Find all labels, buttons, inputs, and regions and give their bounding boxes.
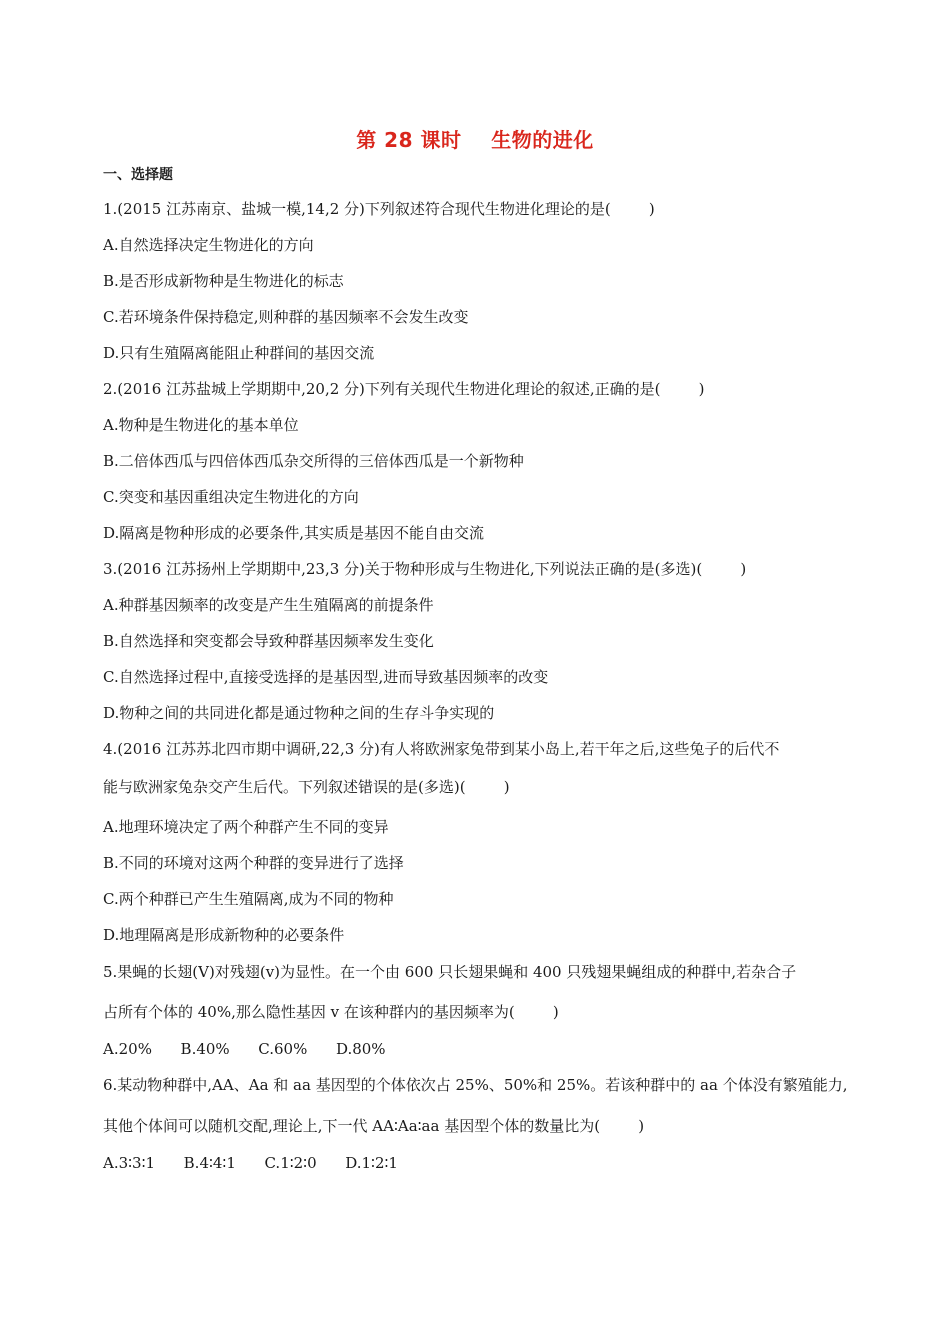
question-4-option-b: B.不同的环境对这两个种群的变异进行了选择 — [103, 854, 404, 872]
section-heading: 一、选择题 — [103, 167, 173, 183]
question-1-option-b: B.是否形成新物种是生物进化的标志 — [103, 272, 344, 290]
question-4-stem-line-1: 4.(2016 江苏苏北四市期中调研,22,3 分)有人将欧洲家兔带到某小岛上,若干年之后,这些兔子的后代不 — [103, 740, 780, 758]
question-3-option-c: C.自然选择过程中,直接受选择的是基因型,进而导致基因频率的改变 — [103, 668, 549, 686]
question-3-option-b: B.自然选择和突变都会导致种群基因频率发生变化 — [103, 632, 434, 650]
page-title: 第 28 课时 生物的进化 — [356, 128, 594, 152]
question-6-stem-line-1: 6.某动物种群中,AA、Aa 和 aa 基因型的个体依次占 25%、50%和 25%。若该种群中的 aa 个体没有繁殖能力, — [103, 1076, 848, 1094]
question-1-option-a: A.自然选择决定生物进化的方向 — [103, 236, 314, 254]
question-3-option-a: A.种群基因频率的改变是产生生殖隔离的前提条件 — [103, 596, 434, 614]
question-2-option-b: B.二倍体西瓜与四倍体西瓜杂交所得的三倍体西瓜是一个新物种 — [103, 452, 524, 470]
question-5-stem-line-2: 占所有个体的 40%,那么隐性基因 v 在该种群内的基因频率为( ) — [103, 1003, 559, 1021]
question-6-stem-line-2: 其他个体间可以随机交配,理论上,下一代 AA∶Aa∶aa 基因型个体的数量比为( ) — [103, 1117, 645, 1135]
question-2-option-a: A.物种是生物进化的基本单位 — [103, 416, 299, 434]
question-2-stem: 2.(2016 江苏盐城上学期期中,20,2 分)下列有关现代生物进化理论的叙述,正确的是( ) — [103, 380, 705, 398]
question-4-option-a: A.地理环境决定了两个种群产生不同的变异 — [103, 818, 389, 836]
question-1-stem: 1.(2015 江苏南京、盐城一模,14,2 分)下列叙述符合现代生物进化理论的是( ) — [103, 200, 655, 218]
question-4-stem-line-2: 能与欧洲家兔杂交产生后代。下列叙述错误的是(多选)( ) — [103, 778, 510, 796]
question-4-option-c: C.两个种群已产生生殖隔离,成为不同的物种 — [103, 890, 394, 908]
question-5-options: A.20% B.40% C.60% D.80% — [103, 1040, 386, 1058]
question-5-stem-line-1: 5.果蝇的长翅(V)对残翅(v)为显性。在一个由 600 只长翅果蝇和 400 只残翅果蝇组成的种群中,若杂合子 — [103, 963, 797, 981]
question-4-option-d: D.地理隔离是形成新物种的必要条件 — [103, 926, 345, 944]
question-2-option-c: C.突变和基因重组决定生物进化的方向 — [103, 488, 359, 506]
question-3-option-d: D.物种之间的共同进化都是通过物种之间的生存斗争实现的 — [103, 704, 495, 722]
question-2-option-d: D.隔离是物种形成的必要条件,其实质是基因不能自由交流 — [103, 524, 485, 542]
question-3-stem: 3.(2016 江苏扬州上学期期中,23,3 分)关于物种形成与生物进化,下列说法正确的是(多选)( ) — [103, 560, 747, 578]
question-1-option-d: D.只有生殖隔离能阻止种群间的基因交流 — [103, 344, 375, 362]
question-1-option-c: C.若环境条件保持稳定,则种群的基因频率不会发生改变 — [103, 308, 469, 326]
question-6-options: A.3∶3∶1 B.4∶4∶1 C.1∶2∶0 D.1∶2∶1 — [103, 1154, 398, 1172]
